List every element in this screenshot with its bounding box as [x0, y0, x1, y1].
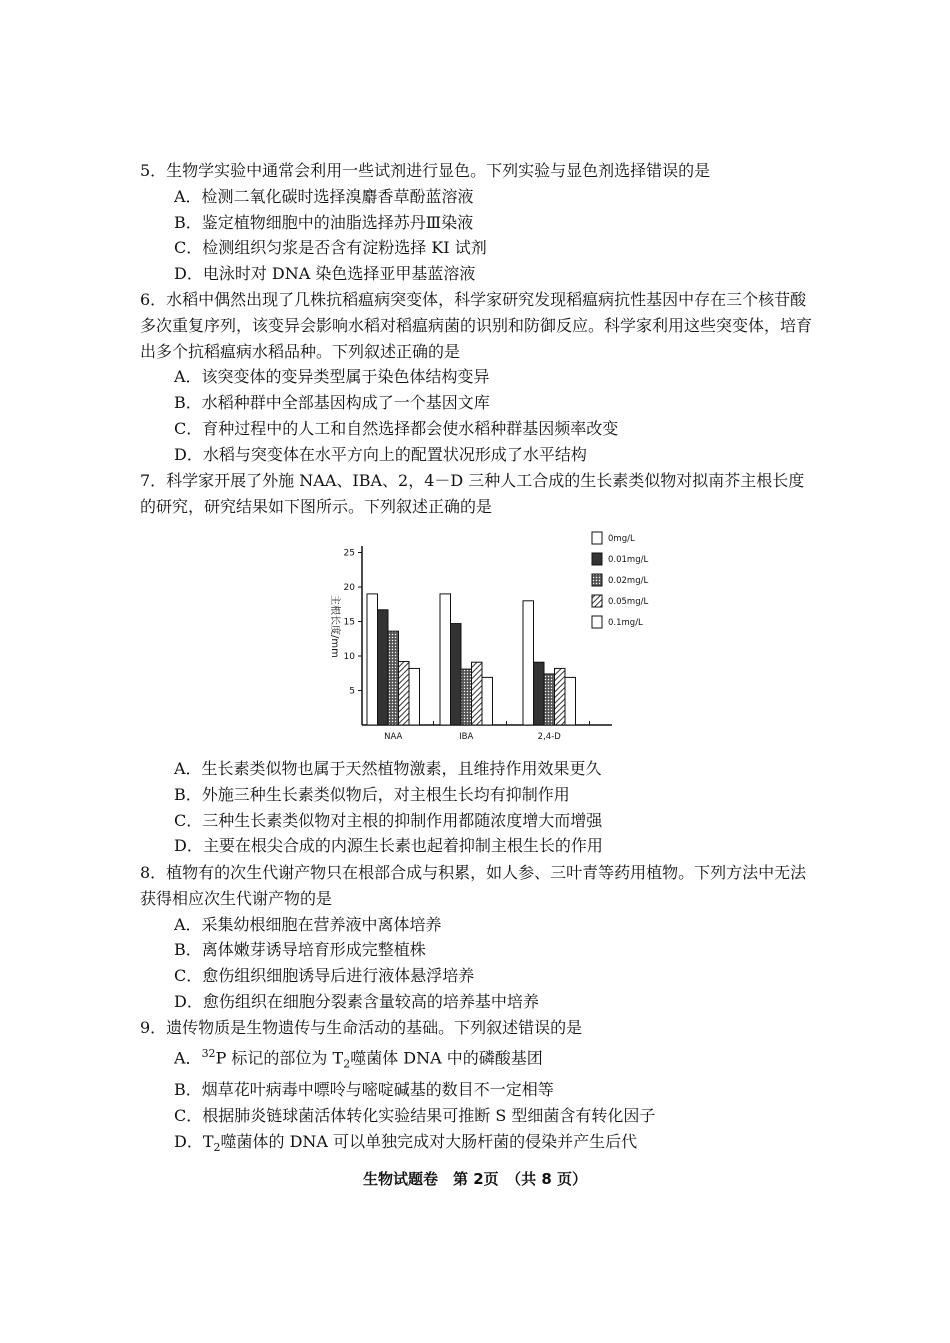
legend-label: 0.02mg/L — [608, 576, 649, 586]
question-5-option-c: C．检测组织匀浆是否含有淀粉选择 KI 试剂 — [174, 238, 487, 258]
question-8-option-b: B．离体嫩芽诱导培育形成完整植株 — [174, 940, 426, 960]
option-d-text: D．T — [174, 1131, 214, 1151]
y-tick-label: 25 — [343, 548, 355, 559]
bar — [482, 677, 493, 725]
question-6-option-d: D．水稻与突变体在水平方向上的配置状况形成了水平结构 — [174, 444, 587, 464]
y-tick-label: 20 — [343, 583, 355, 593]
question-7-option-b: B．外施三种生长素类似物后，对主根生长均有抑制作用 — [174, 784, 570, 804]
y-tick-label: 5 — [349, 686, 355, 697]
bar — [534, 662, 545, 725]
question-7-options — [140, 756, 820, 859]
question-6-option-b: B．水稻种群中全部基因构成了一个基因文库 — [174, 393, 490, 413]
question-5-stem: 5．生物学实验中通常会利用一些试剂进行显色。下列实验与显色剂选择错误的是 — [140, 161, 711, 180]
legend-swatch — [592, 532, 602, 544]
x-category-label: NAA — [384, 732, 403, 742]
question-8-option-a: A．采集幼根细胞在营养液中离体培养 — [174, 914, 442, 934]
question-9-option-b: B．烟草花叶病毒中嘌呤与嘧啶碱基的数目不一定相等 — [174, 1080, 554, 1100]
y-tick-label: 10 — [343, 652, 355, 662]
question-5-option-d: D．电泳时对 DNA 染色选择亚甲基蓝溶液 — [174, 264, 476, 284]
bar — [544, 674, 555, 725]
chart-bars — [367, 594, 576, 725]
bar — [451, 624, 462, 725]
legend-label: 0.1mg/L — [608, 618, 643, 628]
bar — [565, 677, 576, 725]
y-axis-label: 主根长度/mm — [329, 595, 340, 658]
question-8-option-d: D．愈伤组织在细胞分裂素含量较高的培养基中培养 — [174, 991, 539, 1011]
question-7 — [140, 468, 820, 520]
option-a-text-end: 噬菌体 DNA 中的磷酸基团 — [350, 1048, 543, 1068]
question-9-stem: 9．遗传物质是生物遗传与生命活动的基础。下列叙述错误的是 — [140, 1018, 583, 1037]
question-9-option-a — [140, 1041, 820, 1077]
page-footer: 生物试题卷 第 2页 （共 8 页） — [362, 1170, 588, 1188]
phage-subscript: 2 — [343, 1057, 351, 1071]
bar — [399, 662, 410, 725]
isotope-mass-number: 32 — [201, 1046, 216, 1060]
legend-swatch — [592, 574, 602, 586]
option-a-text: P 标记的部位为 T — [215, 1048, 344, 1068]
bar — [472, 662, 483, 725]
legend-label: 0.05mg/L — [608, 597, 649, 607]
phage-subscript: 2 — [213, 1140, 221, 1154]
chart-legend — [592, 532, 648, 628]
bar — [409, 668, 420, 725]
question-8-option-c: C．愈伤组织细胞诱导后进行液体悬浮培养 — [174, 966, 475, 986]
question-5-option-b: B．鉴定植物细胞中的油脂选择苏丹Ⅲ染液 — [174, 212, 474, 232]
bar — [378, 610, 389, 725]
question-6-option-c: C．育种过程中的人工和自然选择都会使水稻种群基因频率改变 — [174, 418, 619, 438]
question-9 — [140, 1015, 820, 1161]
legend-swatch — [592, 553, 602, 565]
y-tick-label: 15 — [343, 617, 355, 628]
legend-label: 0mg/L — [608, 534, 635, 544]
question-8 — [140, 860, 820, 1015]
root-length-chart — [322, 528, 662, 750]
question-6-option-a: A．该突变体的变异类型属于染色体结构变异 — [174, 367, 490, 387]
x-category-label: IBA — [459, 732, 474, 742]
question-9-option-d — [140, 1129, 820, 1161]
question-5-option-a: A．检测二氧化碳时选择溴麝香草酚蓝溶液 — [174, 186, 474, 206]
legend-swatch — [592, 595, 602, 607]
question-6-stem: 6．水稻中偶然出现了几株抗稻瘟病突变体，科学家研究发现稻瘟病抗性基因中存在三个核苷酸多次重复序列，该变异会影响水稻对稻瘟病菌的识别和防御反应。科学家利用这些突变体，培育出多个抗稻瘟病水稻品种。下列叙述正确的是 — [140, 290, 813, 361]
bar — [440, 594, 451, 725]
question-7-option-d: D．主要在根尖合成的内源生长素也起着抑制主根生长的作用 — [174, 836, 603, 856]
question-7-option-a: A．生长素类似物也属于天然植物激素，且维持作用效果更久 — [174, 759, 602, 778]
question-7-stem: 7．科学家开展了外施 NAA、IBA、2，4－D 三种人工合成的生长素类似物对拟南芥主根长度的研究，研究结果如下图所示。下列叙述正确的是 — [140, 471, 805, 516]
option-a-letter: A． — [174, 1048, 202, 1068]
question-9-option-c: C．根据肺炎链球菌活体转化实验结果可推断 S 型细菌含有转化因子 — [174, 1105, 656, 1125]
bar — [367, 594, 378, 725]
bar — [461, 669, 472, 725]
bar — [388, 631, 399, 725]
question-5 — [140, 158, 820, 287]
legend-swatch — [592, 616, 602, 628]
question-8-stem: 8．植物有的次生代谢产物只在根部合成与积累，如人参、三叶青等药用植物。下列方法中无法获得相应次生代谢产物的是 — [140, 863, 807, 908]
bar — [523, 601, 534, 725]
question-6 — [140, 287, 820, 468]
option-d-text-end: 噬菌体的 DNA 可以单独完成对大肠杆菌的侵染并产生后代 — [220, 1131, 638, 1151]
bar — [555, 668, 566, 725]
question-7-option-c: C．三种生长素类似物对主根的抑制作用都随浓度增大而增强 — [174, 810, 603, 830]
legend-label: 0.01mg/L — [608, 555, 649, 565]
x-category-label: 2,4-D — [537, 732, 561, 742]
